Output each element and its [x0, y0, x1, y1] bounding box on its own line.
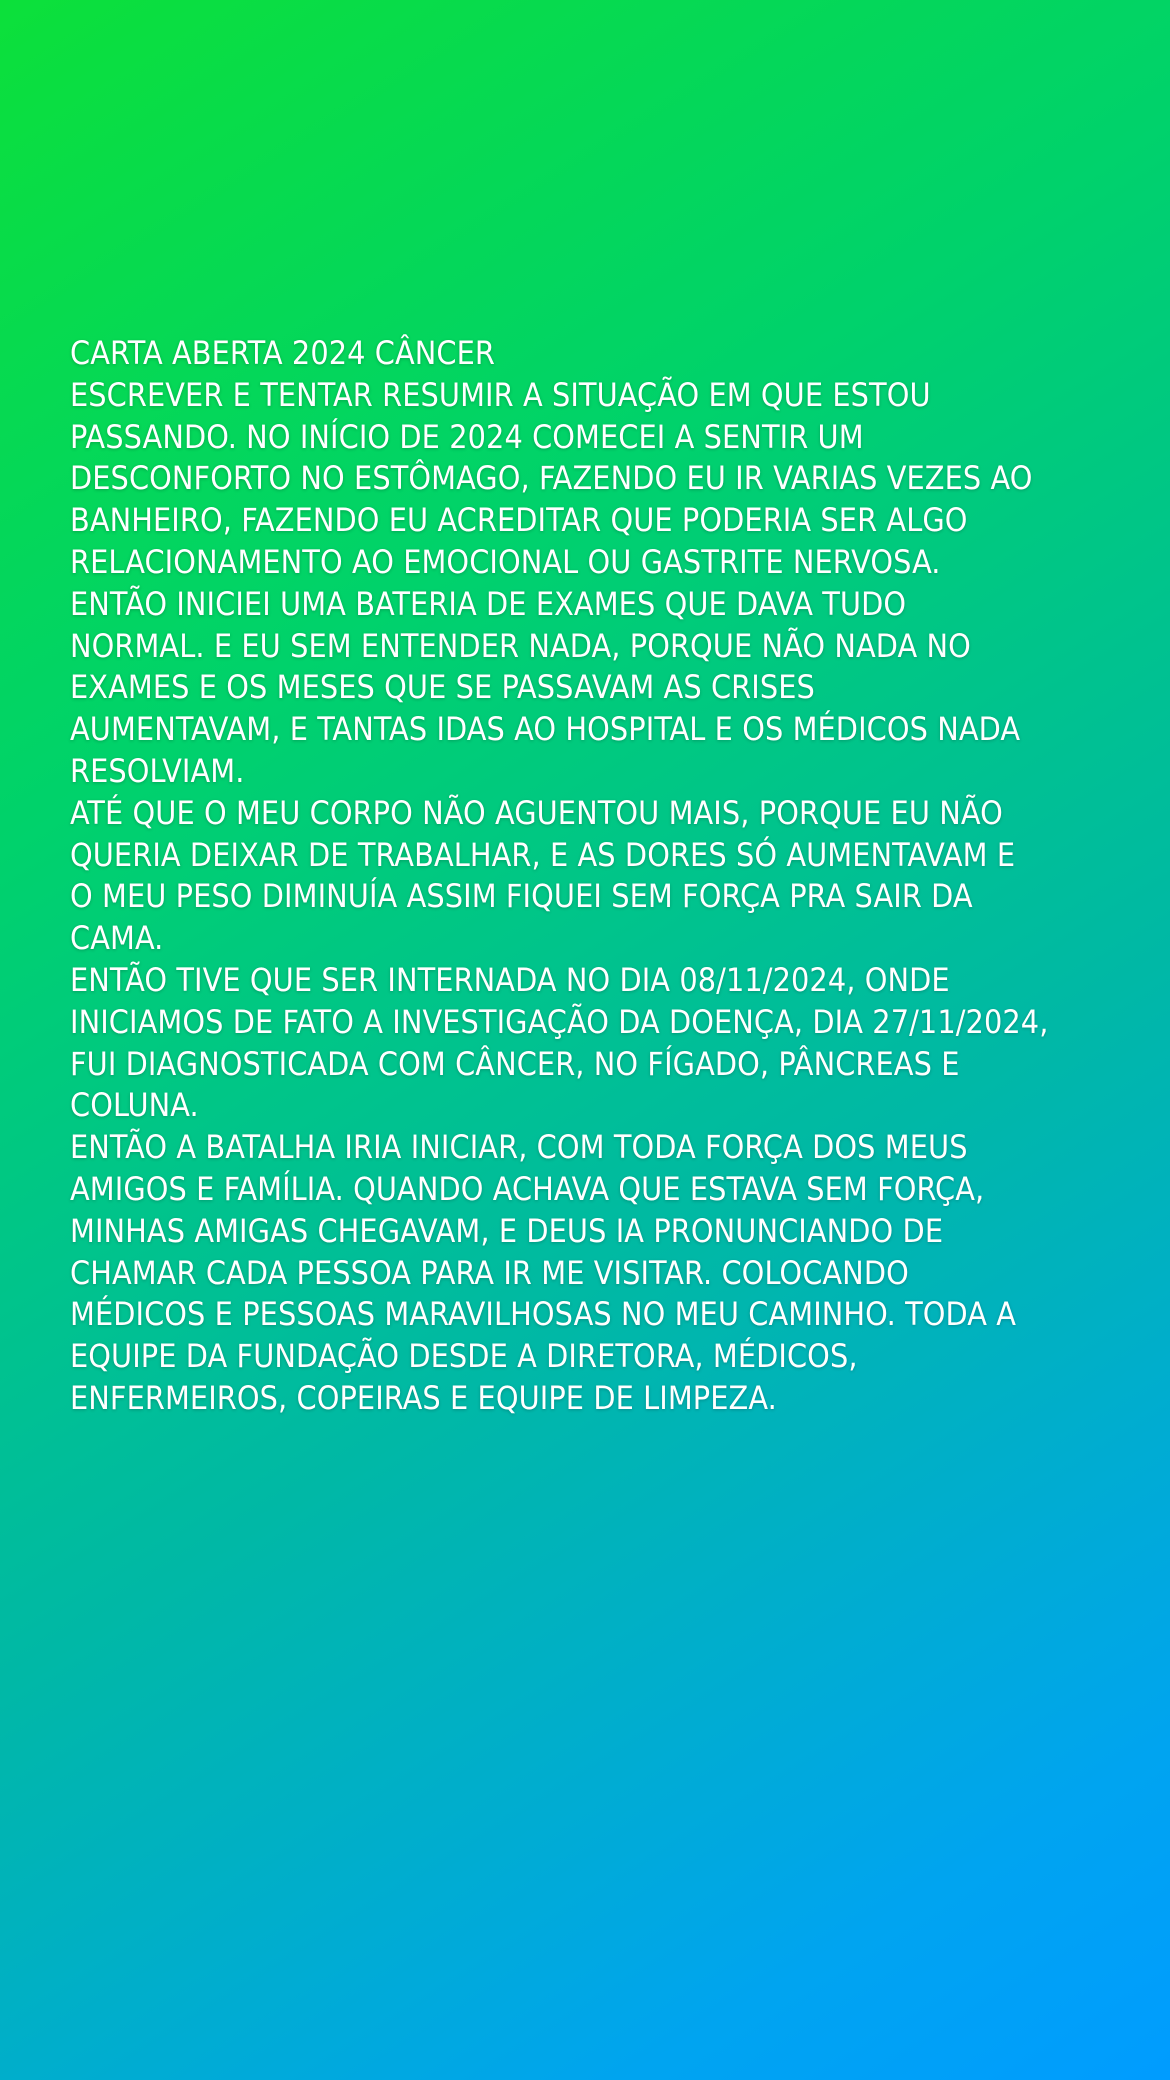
story-line: O MEU PESO DIMINUÍA ASSIM FIQUEI SEM FORÇA PRA SAIR DA	[70, 877, 973, 916]
story-line: ENTÃO INICIEI UMA BATERIA DE EXAMES QUE DAVA TUDO	[70, 584, 907, 623]
story-line: ATÉ QUE O MEU CORPO NÃO AGUENTOU MAIS, PORQUE EU NÃO	[70, 793, 1003, 832]
story-line: NORMAL. E EU SEM ENTENDER NADA, PORQUE NÃO NADA NO	[70, 626, 971, 665]
story-line: DESCONFORTO NO ESTÔMAGO, FAZENDO EU IR VARIAS VEZES AO	[70, 459, 1033, 498]
story-line: AMIGOS E FAMÍLIA. QUANDO ACHAVA QUE ESTAVA SEM FORÇA,	[70, 1169, 985, 1208]
story-line: INICIAMOS DE FATO A INVESTIGAÇÃO DA DOENÇA, DIA 27/11/2024,	[70, 1002, 1049, 1041]
story-line: RESOLVIAM.	[70, 751, 245, 790]
story-line: PASSANDO. NO INÍCIO DE 2024 COMECEI A SENTIR UM	[70, 417, 864, 456]
story-line: ENTÃO A BATALHA IRIA INICIAR, COM TODA FORÇA DOS MEUS	[70, 1128, 968, 1167]
story-line: EQUIPE DA FUNDAÇÃO DESDE A DIRETORA, MÉDICOS,	[70, 1337, 858, 1376]
story-line: ENTÃO TIVE QUE SER INTERNADA NO DIA 08/11/2024, ONDE	[70, 960, 950, 999]
story-line: RELACIONAMENTO AO EMOCIONAL OU GASTRITE NERVOSA.	[70, 542, 941, 581]
story-line: ENFERMEIROS, COPEIRAS E EQUIPE DE LIMPEZA.	[70, 1378, 777, 1417]
story-line: MINHAS AMIGAS CHEGAVAM, E DEUS IA PRONUNCIANDO DE	[70, 1211, 944, 1250]
story-line: QUERIA DEIXAR DE TRABALHAR, E AS DORES SÓ AUMENTAVAM E	[70, 835, 1016, 874]
story-line: MÉDICOS E PESSOAS MARAVILHOSAS NO MEU CAMINHO. TODA A	[70, 1295, 1017, 1334]
story-line: CAMA.	[70, 919, 164, 958]
story-text-block	[70, 333, 1130, 1420]
story-line: COLUNA.	[70, 1086, 199, 1125]
story-line: FUI DIAGNOSTICADA COM CÂNCER, NO FÍGADO, PÂNCREAS E	[70, 1044, 960, 1083]
story-line: BANHEIRO, FAZENDO EU ACREDITAR QUE PODERIA SER ALGO	[70, 501, 968, 540]
story-line: AUMENTAVAM, E TANTAS IDAS AO HOSPITAL E OS MÉDICOS NADA	[70, 710, 1021, 749]
story-line: ESCREVER E TENTAR RESUMIR A SITUAÇÃO EM QUE ESTOU	[70, 375, 931, 414]
story-line: EXAMES E OS MESES QUE SE PASSAVAM AS CRISES	[70, 668, 815, 707]
story-title: CARTA ABERTA 2024 CÂNCER	[70, 334, 496, 372]
story-line: CHAMAR CADA PESSOA PARA IR ME VISITAR. COLOCANDO	[70, 1253, 909, 1292]
